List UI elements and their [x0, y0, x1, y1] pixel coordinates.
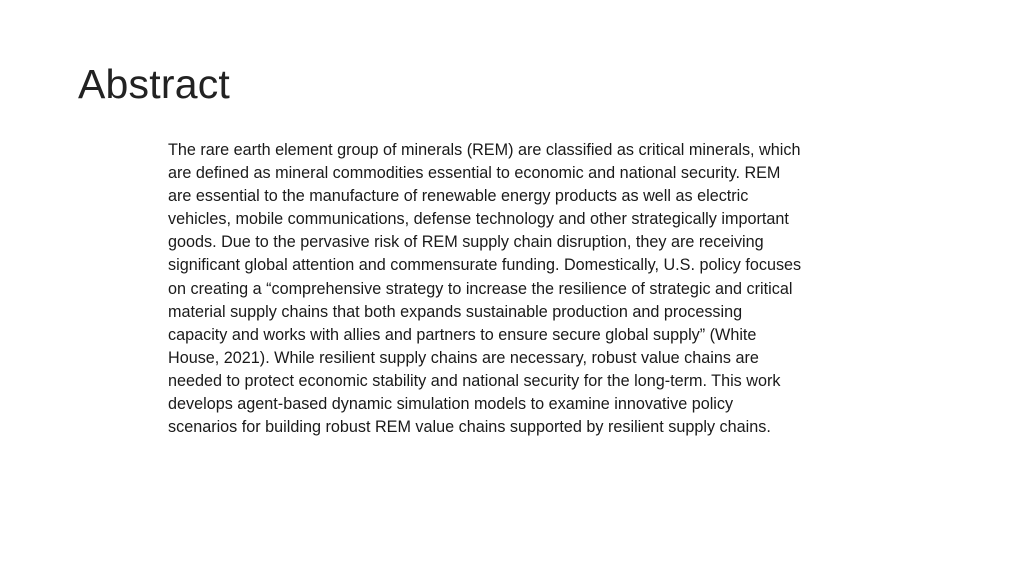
abstract-line: significant global attention and commensurate funding. Domestically, U.S. policy focuses: [168, 256, 802, 275]
abstract-line: scenarios for building robust REM value chains supported by resilient supply chains.: [168, 418, 771, 437]
abstract-line: are defined as mineral commodities essential to economic and national security. REM: [168, 164, 781, 183]
abstract-line: develops agent-based dynamic simulation models to examine innovative policy: [168, 395, 734, 414]
abstract-line: House, 2021). While resilient supply chains are necessary, robust value chains are: [168, 348, 759, 367]
abstract-line: The rare earth element group of minerals (REM) are classified as critical minerals, which: [168, 141, 801, 159]
abstract-line: vehicles, mobile communications, defense technology and other strategically important: [168, 210, 789, 229]
abstract-line: capacity and works with allies and partners to ensure secure global supply” (White: [168, 325, 757, 344]
abstract-line: needed to protect economic stability and national security for the long-term. This work: [168, 371, 781, 390]
slide-title: Abstract: [78, 61, 230, 107]
abstract-line: goods. Due to the pervasive risk of REM supply chain disruption, they are receiving: [168, 233, 764, 252]
abstract-text: [168, 139, 868, 439]
abstract-line: on creating a “comprehensive strategy to increase the resilience of strategic and critical: [168, 279, 793, 298]
abstract-line: are essential to the manufacture of renewable energy products as well as electric: [168, 187, 749, 206]
abstract-line: material supply chains that both expands sustainable production and processing: [168, 302, 743, 321]
